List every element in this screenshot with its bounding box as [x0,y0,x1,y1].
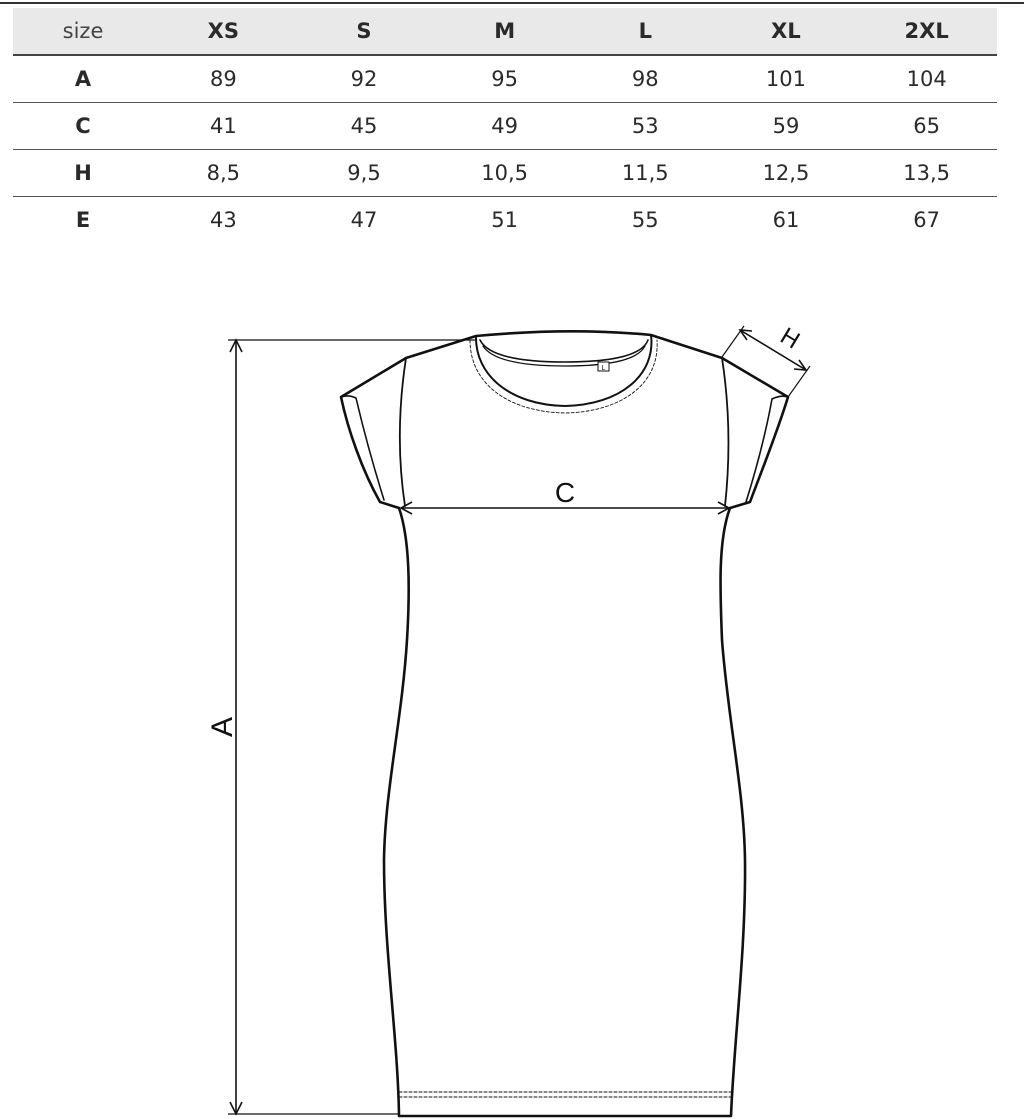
table-cell: 45 [294,103,435,150]
table-cell: 53 [575,103,716,150]
right-sleeve-seam [722,358,728,506]
neck-band [480,340,648,362]
table-cell: 95 [434,55,575,103]
length-dimension [228,340,476,1114]
dress-measurement-diagram [0,300,1024,1119]
neckline [476,335,651,406]
table-cell: 9,5 [294,150,435,197]
table-cell: 51 [491,208,518,232]
table-row-c [13,103,997,150]
row-label: E [75,208,91,232]
size-header-l: L [575,8,716,55]
table-cell: 101 [716,55,857,103]
size-header-m: M [434,8,575,55]
size-header-xs: XS [153,8,294,55]
size-header-xl: XL [716,8,857,55]
table-cell: 10,5 [434,150,575,197]
table-cell: 41 [153,103,294,150]
size-tag-label: L [601,365,606,372]
row-label: H [13,150,153,197]
table-cell: 89 [153,55,294,103]
size-header-2xl: 2XL [856,8,997,55]
chest-label: C [554,477,576,508]
length-label: A [206,716,239,738]
table-cell: 55 [631,208,659,232]
sleeve-label: H [775,322,805,355]
size-corner-label: size [13,8,153,55]
dress-outline [341,331,788,1116]
table-cell: 59 [716,103,857,150]
row-label: A [13,55,153,103]
table-row-e [13,197,997,244]
neck-stitch [470,340,657,413]
size-header-row [13,8,997,55]
left-sleeve-seam [400,358,406,506]
table-row-a [13,55,997,103]
table-cell: 92 [294,55,435,103]
table-cell: 65 [856,103,997,150]
table-cell: 104 [856,55,997,103]
table-cell: 11,5 [575,150,716,197]
table-cell: 8,5 [153,150,294,197]
table-cell: 12,5 [716,150,857,197]
size-chart-table [13,8,997,243]
table-row-h [13,150,997,197]
table-cell: 98 [575,55,716,103]
row-label: C [13,103,153,150]
top-rule [0,2,1024,4]
table-cell: 61 [772,208,800,232]
size-header-s: S [294,8,435,55]
table-cell: 47 [350,208,378,232]
table-cell: 13,5 [856,150,997,197]
table-cell: 43 [209,208,237,232]
left-cuff [341,396,384,500]
right-cuff [746,396,788,502]
table-cell: 67 [913,208,940,232]
table-cell: 49 [434,103,575,150]
